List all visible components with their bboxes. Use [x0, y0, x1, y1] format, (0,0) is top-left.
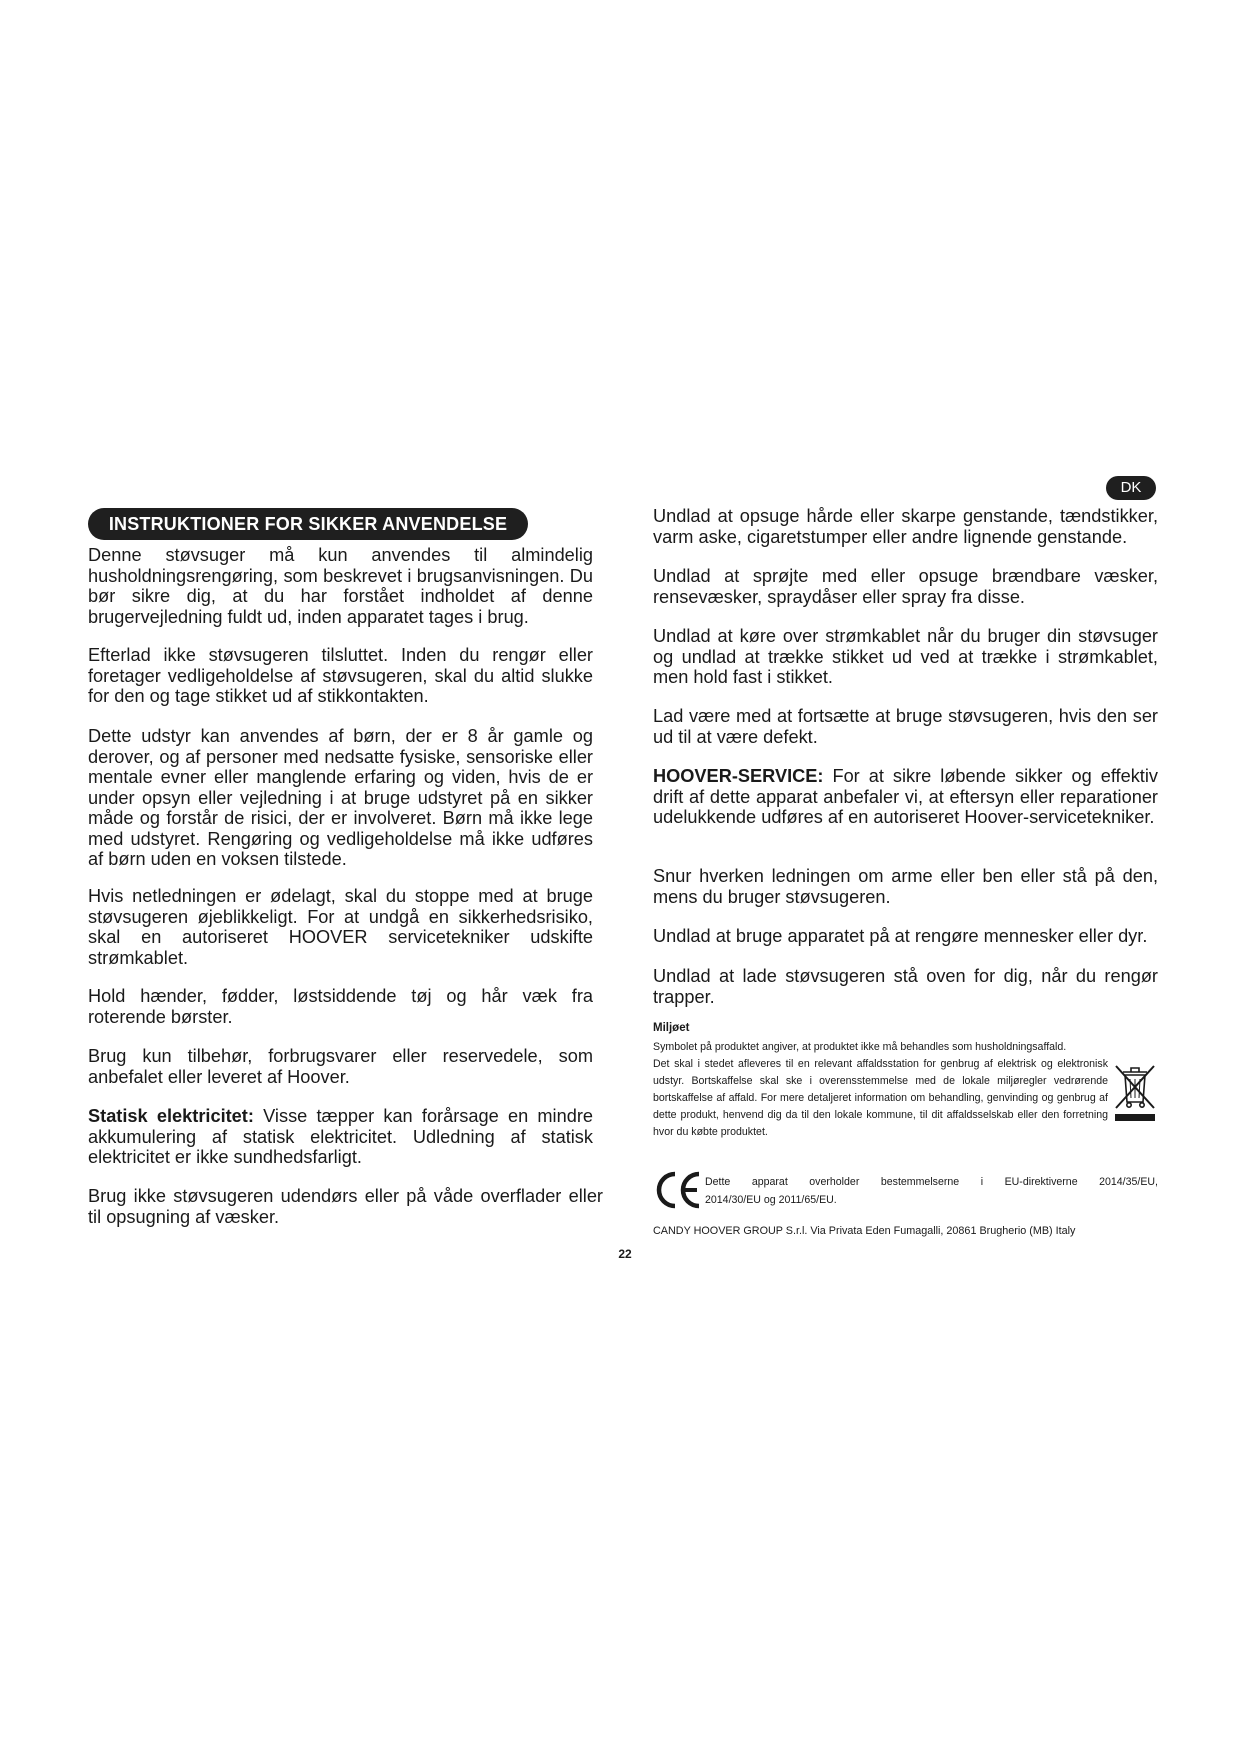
ce-line2: 2014/30/EU og 2011/65/EU.	[705, 1194, 837, 1206]
ce-conformity-text	[705, 1173, 1158, 1209]
paragraph-defect: Lad være med at fortsætte at bruge støvsugeren, hvis den ser ud til at være defekt.	[653, 706, 1158, 747]
environment-title: Miljøet	[653, 1022, 690, 1034]
hoover-service-heading: HOOVER-SERVICE:	[653, 766, 824, 786]
paragraph-power-cord: Hvis netledningen er ødelagt, skal du stoppe med at bruge støvsugeren øjeblikkeligt. For at undgå en sikkerhedsrisiko, skal en autoriseret HOOVER servicetekniker udskifte strømkablet.	[88, 886, 593, 968]
paragraph-outdoor: Brug ikke støvsugeren udendørs eller på våde overflader eller til opsugning af væsker.	[88, 1186, 603, 1227]
environment-body: Det skal i stedet afleveres til en relevant affaldsstation for genbrug af elektrisk og elektronisk udstyr. Bortskaffelse skal ske i overensstemmelse med de lokale miljøregler vedrørende bortskaffelse af affald. For mere detaljeret information om behandling, genvinding og genbrug af dette produkt, henvend dig da til den lokale kommune, til dit affaldsselskab eller den forretning hvor du købte produktet.	[653, 1058, 1108, 1138]
paragraph-brushes: Hold hænder, fødder, løstsiddende tøj og hår væk fra roterende børster.	[88, 986, 593, 1027]
paragraph-static-electricity	[88, 1106, 593, 1168]
paragraph-people-animals: Undlad at bruge apparatet på at rengøre mennesker eller dyr.	[653, 926, 1148, 946]
weee-crossed-bin-icon	[1112, 1062, 1158, 1124]
language-badge: DK	[1106, 476, 1156, 500]
paragraph-stairs: Undlad at lade støvsugeren stå oven for dig, når du rengør trapper.	[653, 966, 1158, 1007]
paragraph-usage: Denne støvsuger må kun anvendes til almindelig husholdningsrengøring, som beskrevet i brugsanvisningen. Du bør sikre dig, at du har forstået indholdet af denne brugervejledning fuldt ud, inden apparatet tages i brug.	[88, 545, 593, 627]
environment-text	[653, 1039, 1158, 1141]
section-title: INSTRUKTIONER FOR SIKKER ANVENDELSE	[88, 508, 528, 540]
paragraph-hard-objects: Undlad at opsuge hårde eller skarpe genstande, tændstikker, varm aske, cigaretstumper eller andre lignende genstande.	[653, 506, 1158, 547]
paragraph-children: Dette udstyr kan anvendes af børn, der er 8 år gamle og derover, og af personer med nedsatte fysiske, sensoriske eller mentale evner eller manglende erfaring og viden, hvis de er under opsyn eller vejledning i at bruge udstyret på en sikker måde og forstår de risici, der er involveret. Børn må ikke lege med udstyret. Rengøring og vedligeholdelse må ikke udføres af børn uden en voksen tilstede.	[88, 726, 593, 869]
page-number: 22	[618, 1247, 632, 1261]
static-electricity-text: Visse tæpper kan forårsage en mindre akkumulering af statisk elektricitet. Udledning af statisk elektricitet er ikke sundhedsfarligt.	[88, 1106, 593, 1167]
company-address: CANDY HOOVER GROUP S.r.l. Via Privata Eden Fumagalli, 20861 Brugherio (MB) Italy	[653, 1225, 1076, 1237]
paragraph-hoover-service	[653, 766, 1158, 828]
static-electricity-heading: Statisk elektricitet:	[88, 1106, 254, 1126]
paragraph-cord-limbs: Snur hverken ledningen om arme eller ben eller stå på den, mens du bruger støvsugeren.	[653, 866, 1158, 907]
ce-mark-icon	[653, 1170, 703, 1210]
ce-line1: Dette apparat overholder bestemmelserne i EU-direktiverne 2014/35/EU,	[705, 1176, 1158, 1188]
hoover-service-text: For at sikre løbende sikker og effektiv drift af dette apparat anbefaler vi, at eftersyn eller reparationer udelukkende udføres af en autoriseret Hoover-servicetekniker.	[653, 766, 1158, 827]
paragraph-unplug: Efterlad ikke støvsugeren tilsluttet. Inden du rengør eller foretager vedligeholdelse af støvsugeren, skal du altid slukke for den og tage stikket ud af stikkontakten.	[88, 645, 593, 706]
paragraph-cable: Undlad at køre over strømkablet når du bruger din støvsuger og undlad at trække stikket ud ved at trække i strømkablet, men hold fast i stikket.	[653, 626, 1158, 687]
paragraph-accessories: Brug kun tilbehør, forbrugsvarer eller reservedele, som anbefalet eller leveret af Hoover.	[88, 1046, 593, 1087]
environment-line1: Symbolet på produktet angiver, at produktet ikke må behandles som husholdningsaffald.	[653, 1041, 1067, 1053]
paragraph-flammable-liquids: Undlad at sprøjte med eller opsuge brændbare væsker, rensevæsker, spraydåser eller spray fra disse.	[653, 566, 1158, 607]
